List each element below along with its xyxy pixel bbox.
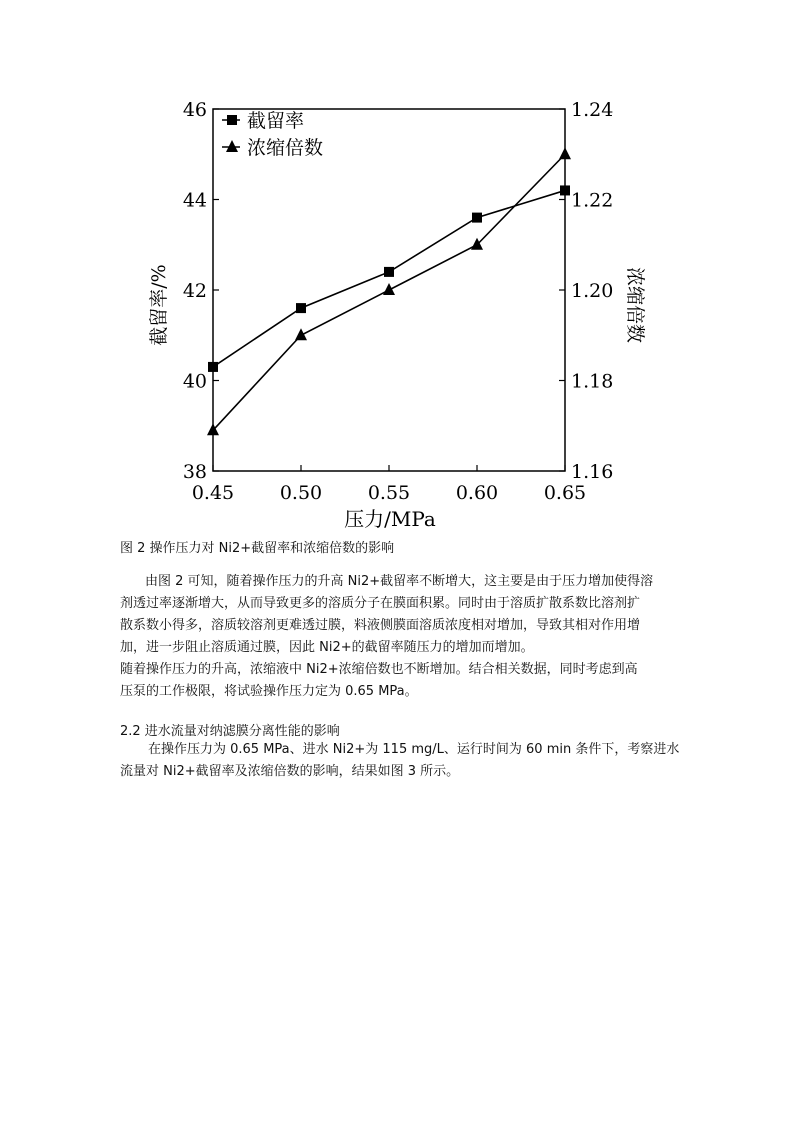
left-y-axis-label: 截留率/% [148,264,170,346]
section-heading: 2.2 进水流量对纳滤膜分离性能的影响 [120,724,340,739]
legend-label-concentration: 浓缩倍数 [247,137,324,159]
text-line: 散系数小得多，溶质较溶剂更难透过膜，料液侧膜面溶质浓度相对增加，导致其相对作用增 [120,618,641,633]
rejection-rate-point [560,185,570,195]
figure-2-chart [0,0,794,530]
x-tick-label: 0.45 [191,482,235,504]
text-line: 加，进一步阻止溶质通过膜，因此 Ni2+的截留率随压力的增加而增加。 [120,640,534,655]
text-line: 流量对 Ni2+截留率及浓缩倍数的影响，结果如图 3 所示。 [120,764,460,779]
text-line: 随着操作压力的升高，浓缩液中 Ni2+浓缩倍数也不断增加。结合相关数据，同时考虑到高 [120,662,638,677]
legend-triangle-marker [226,140,238,152]
left-y-tick-label: 38 [182,461,207,483]
rejection-rate-point [208,362,218,372]
x-tick-label: 0.55 [367,482,411,504]
left-y-tick-label: 42 [182,280,207,302]
x-tick-label: 0.60 [455,482,499,504]
right-y-tick-label: 1.22 [571,189,614,212]
right-y-tick-label: 1.16 [571,461,614,483]
paragraph-pressure-discussion [120,571,700,703]
text-line: 由图 2 可知，随着操作压力的升高 Ni2+截留率不断增大，这主要是由于压力增加使得溶 [145,574,654,589]
left-y-tick-label: 40 [182,370,207,393]
left-y-tick-label: 44 [182,189,207,212]
legend [222,110,323,159]
right-y-tick-label: 1.18 [571,370,614,393]
text-line: 压泵的工作极限，将试验操作压力定为 0.65 MPa。 [120,684,418,699]
legend-square-marker [227,115,237,125]
rejection-rate-point [472,213,482,223]
text-line: 剂透过率逐渐增大，从而导致更多的溶质分子在膜面积累。同时由于溶质扩散系数比溶剂扩 [120,596,641,611]
text-line: 在操作压力为 0.65 MPa、进水 Ni2+为 115 mg/L、运行时间为 60 min 条件下，考察进水 [148,742,680,757]
concentration-factor-point [383,283,395,295]
right-y-tick-label: 1.20 [571,280,614,302]
rejection-rate-line [213,190,565,366]
concentration-factor-point [559,147,571,159]
concentration-factor-point [295,328,307,340]
rejection-rate-point [296,303,306,313]
x-tick-label: 0.65 [543,482,587,504]
left-y-tick-label: 46 [182,99,207,121]
paragraph-flow-setup [120,739,700,783]
x-tick-label: 0.50 [279,482,323,504]
legend-label-rejection: 截留率 [247,110,305,132]
right-y-tick-label: 1.24 [571,99,614,121]
series-layer [207,147,571,435]
rejection-rate-point [384,267,394,277]
right-y-axis-label: 浓缩倍数 [624,266,646,344]
x-axis-label: 压力/MPa [344,507,436,530]
figure-caption: 图 2 操作压力对 Ni2+截留率和浓缩倍数的影响 [120,541,395,556]
